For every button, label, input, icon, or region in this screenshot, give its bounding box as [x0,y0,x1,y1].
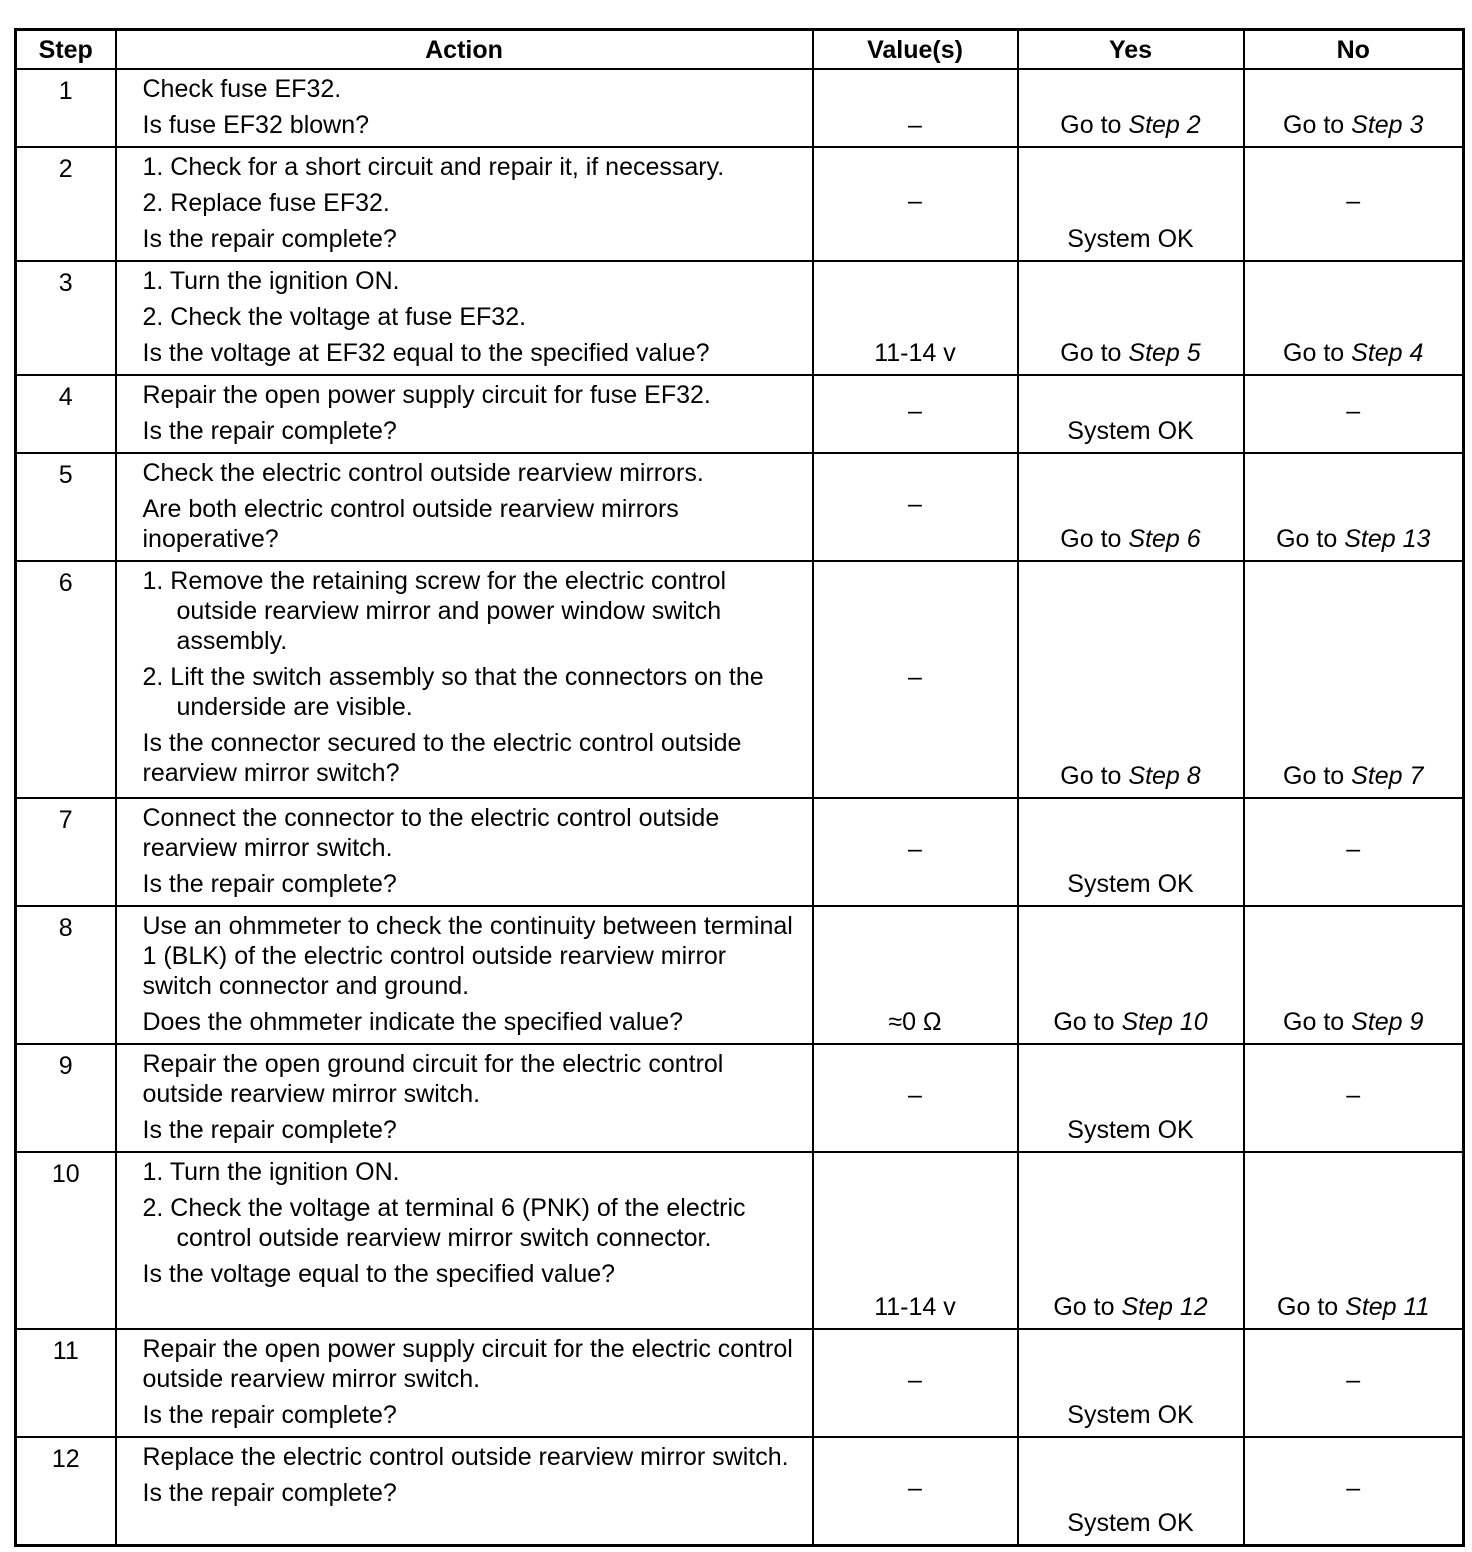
no-step-reference: Step 7 [1351,762,1424,790]
action-line: Is the repair complete? [142,1479,397,1507]
yes-cell [1018,561,1244,798]
value-cell: 11-14 v [813,261,1018,375]
action-line: Repair the open power supply circuit for fuse EF32. [142,381,711,409]
table-row [16,1437,1464,1545]
yes-step-reference: Step 12 [1121,1293,1208,1321]
action-cell [116,561,813,798]
action-numbered-step: 2. Check the voltage at terminal 6 (PNK) of the electric control outside rearview mirror switch connector. [142,1194,746,1252]
yes-step-reference: Step 10 [1121,1008,1208,1036]
yes-go-to-label: Go to [1060,525,1122,553]
action-cell [116,798,813,906]
yes-cell [1018,69,1244,147]
yes-result-text: System OK [1067,1401,1194,1429]
yes-result-text: System OK [1067,1116,1194,1144]
step-number: 1 [16,69,116,147]
action-cell [116,453,813,561]
action-line: Repair the open ground circuit for the electric control outside rearview mirror switch. [142,1050,724,1108]
no-cell [1244,1044,1464,1152]
action-numbered-step: 2. Lift the switch assembly so that the connectors on the underside are visible. [142,663,764,721]
action-line: Is fuse EF32 blown? [142,111,370,139]
yes-step-reference: Step 6 [1128,525,1201,553]
no-cell [1244,453,1464,561]
table-row [16,1152,1464,1329]
no-result-text: – [1346,1366,1361,1394]
value-cell: – [813,375,1018,453]
action-cell [116,69,813,147]
action-line: Is the connector secured to the electric control outside rearview mirror switch? [142,729,742,787]
action-line: Use an ohmmeter to check the continuity between terminal 1 (BLK) of the electric control outside rearview mirror switch connector and ground. [142,912,793,1000]
action-numbered-step: 1. Check for a short circuit and repair it, if necessary. [142,153,725,181]
yes-cell [1018,375,1244,453]
no-result-text: – [1346,397,1361,425]
yes-result-text: System OK [1067,417,1194,445]
no-step-reference: Step 4 [1351,339,1424,367]
header-action: Action [116,30,813,70]
no-cell [1244,906,1464,1044]
action-line: Check the electric control outside rearview mirrors. [142,459,704,487]
action-line: Is the repair complete? [142,1401,397,1429]
yes-cell [1018,1437,1244,1545]
yes-go-to-label: Go to [1060,339,1122,367]
value-cell: – [813,798,1018,906]
yes-step-reference: Step 8 [1128,762,1201,790]
step-number: 9 [16,1044,116,1152]
yes-cell [1018,261,1244,375]
action-cell [116,1329,813,1437]
diagnostic-table [14,28,1465,1547]
step-number: 11 [16,1329,116,1437]
no-cell [1244,798,1464,906]
yes-go-to-label: Go to [1053,1008,1115,1036]
no-cell [1244,561,1464,798]
value-cell: ≈0 Ω [813,906,1018,1044]
diagnostic-table-container [14,28,1462,1547]
action-cell [116,375,813,453]
no-cell [1244,1437,1464,1545]
step-number: 8 [16,906,116,1044]
action-numbered-step: 2. Replace fuse EF32. [142,189,390,217]
no-result-text: – [1346,1473,1361,1502]
value-cell: – [813,453,1018,561]
table-row [16,453,1464,561]
table-row [16,798,1464,906]
step-number: 4 [16,375,116,453]
action-line: Replace the electric control outside rearview mirror switch. [142,1443,789,1471]
no-result-text: – [1346,835,1361,863]
no-go-to-label: Go to [1277,1293,1339,1321]
step-number: 12 [16,1437,116,1545]
header-yes: Yes [1018,30,1244,70]
yes-cell [1018,1152,1244,1329]
table-body [16,69,1464,1545]
no-cell [1244,147,1464,261]
table-row [16,1329,1464,1437]
action-line: Is the repair complete? [142,225,397,253]
header-values: Value(s) [813,30,1018,70]
header-row [16,30,1464,70]
yes-result-text: System OK [1067,225,1194,253]
action-line: Connect the connector to the electric control outside rearview mirror switch. [142,804,720,862]
action-numbered-step: 1. Turn the ignition ON. [142,267,400,295]
no-cell [1244,261,1464,375]
table-row [16,375,1464,453]
no-cell [1244,375,1464,453]
action-numbered-step: 1. Turn the ignition ON. [142,1158,400,1186]
table-row [16,906,1464,1044]
action-line: Is the repair complete? [142,1116,397,1144]
no-cell [1244,69,1464,147]
action-numbered-step: 1. Remove the retaining screw for the electric control outside rearview mirror and power window switch assembly. [142,567,727,655]
no-cell [1244,1152,1464,1329]
value-cell: – [813,1437,1018,1545]
yes-cell [1018,453,1244,561]
yes-cell [1018,798,1244,906]
action-cell [116,261,813,375]
no-result-text: – [1346,187,1361,215]
action-line: Are both electric control outside rearview mirrors inoperative? [142,495,679,553]
no-go-to-label: Go to [1276,525,1338,553]
no-step-reference: Step 9 [1351,1008,1424,1036]
yes-step-reference: Step 5 [1128,339,1201,367]
yes-go-to-label: Go to [1053,1293,1115,1321]
yes-step-reference: Step 2 [1128,111,1201,139]
no-step-reference: Step 13 [1344,525,1431,553]
value-cell: – [813,1329,1018,1437]
action-cell [116,906,813,1044]
step-number: 10 [16,1152,116,1329]
action-line: Repair the open power supply circuit for the electric control outside rearview mirror switch. [142,1335,793,1393]
step-number: 5 [16,453,116,561]
yes-go-to-label: Go to [1060,111,1122,139]
table-row [16,261,1464,375]
action-line: Does the ohmmeter indicate the specified value? [142,1008,684,1036]
yes-cell [1018,1044,1244,1152]
header-no: No [1244,30,1464,70]
value-cell: – [813,69,1018,147]
yes-result-text: System OK [1067,1508,1194,1537]
action-line: Check fuse EF32. [142,75,342,103]
step-number: 7 [16,798,116,906]
yes-cell [1018,147,1244,261]
action-cell [116,1044,813,1152]
action-line: Is the voltage equal to the specified value? [142,1260,616,1288]
action-line: Is the voltage at EF32 equal to the specified value? [142,339,710,367]
action-cell [116,1437,813,1545]
table-row [16,561,1464,798]
yes-cell [1018,906,1244,1044]
yes-cell [1018,1329,1244,1437]
action-cell [116,1152,813,1329]
yes-result-text: System OK [1067,870,1194,898]
step-number: 6 [16,561,116,798]
no-go-to-label: Go to [1283,339,1345,367]
value-cell: – [813,561,1018,798]
table-row [16,147,1464,261]
no-result-text: – [1346,1081,1361,1109]
no-go-to-label: Go to [1283,1008,1345,1036]
header-step: Step [16,30,116,70]
no-go-to-label: Go to [1283,111,1345,139]
no-go-to-label: Go to [1283,762,1345,790]
value-cell: – [813,147,1018,261]
value-cell: 11-14 v [813,1152,1018,1329]
action-line: Is the repair complete? [142,870,397,898]
no-step-reference: Step 3 [1351,111,1424,139]
no-cell [1244,1329,1464,1437]
step-number: 2 [16,147,116,261]
step-number: 3 [16,261,116,375]
action-numbered-step: 2. Check the voltage at fuse EF32. [142,303,527,331]
table-row [16,1044,1464,1152]
no-step-reference: Step 11 [1345,1293,1430,1321]
table-row [16,69,1464,147]
yes-go-to-label: Go to [1060,762,1122,790]
action-line: Is the repair complete? [142,417,397,445]
value-cell: – [813,1044,1018,1152]
action-cell [116,147,813,261]
